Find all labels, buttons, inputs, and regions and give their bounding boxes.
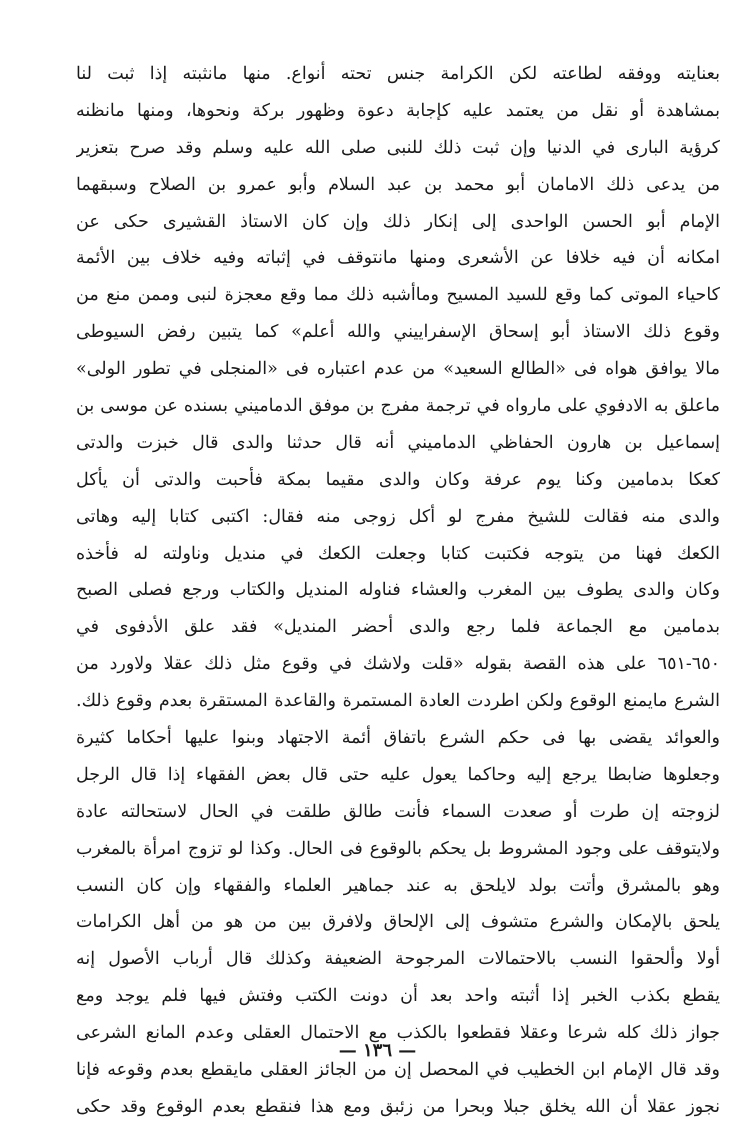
text-line: كعكا بدمامين وكنا يوم عرفة وكان والدى مقيما بمكة فأحبت والدتى أن يأكل (76, 469, 720, 490)
text-line: وقد قال الإمام ابن الخطيب في المحصل إن من الجائز العقلى مايقطع بعدم وقوعه فإنا (76, 1060, 720, 1081)
text-line: إسماعيل بن هارون الحفاظي الدماميني أنه قال حدثنا والدى قال خبزت والدتى (76, 432, 720, 453)
text-line: وقوع ذلك الاستاذ أبو إسحاق الإسفراييني والله أعلم» كما يتبين رفض السيوطى (76, 322, 720, 343)
text-line: نجوز عقلا أن الله يخلق جبلا وبحرا من زئبق ومع هذا فنقطع بعدم الوقوع وقد حكى (76, 1096, 720, 1117)
text-line: بمشاهدة أو نقل من يعتمد عليه كإجابة دعوة وظهور بركة ونحوها، ومنها مانظنه (76, 100, 720, 121)
text-line: بعنايته ووفقه لطاعته لكن الكرامة جنس تحته أنواع. منها مانثبته إذا ثبت لنا (76, 64, 720, 84)
text-line: لزوجته إن طرت أو صعدت السماء فأنت طالق طلقت في الحال لاستحالته عادة (76, 801, 720, 822)
page-number: — ١٣٦ — (338, 1040, 417, 1061)
text-line: جواز ذلك كله شرعا وعقلا فقطعوا بالكذب مع الاحتمال العقلى وعدم المانع الشرعى (76, 1023, 720, 1044)
text-line: يلحق بالإمكان والشرع متشوف إلى الإلحاق ولافرق بين من هو من أهل الكرامات (76, 912, 720, 933)
text-line: ولايتوقف على وجود المشروط بل يحكم بالوقوع فى الحال. وكذا لو تزوج امرأة بالمغرب (76, 838, 720, 859)
text-line: والدى منه فقالت للشيخ مفرج لو أكل زوجى منه فقال: اكتبى كتابا إليه وهاتى (76, 506, 720, 527)
text-line: يقطع بكذب الخبر إذا أثبته واحد بعد أن دونت الكتب وفتش فيها فلم يوجد ومع (76, 986, 720, 1007)
text-line: بدمامين مع الجماعة فلما رجع والدى أحضر المنديل» فقد علق الأدفوى في (76, 617, 720, 638)
body-text (76, 56, 720, 1126)
text-line: من يدعى ذلك الامامان أبو محمد بن عبد السلام وأبو عمرو بن الصلاح وسبقهما (76, 174, 720, 195)
text-line: امكانه أن فيه خلافا عن الأشعرى ومنها مانتوقف في إثباته وفيه خلاف بين الأئمة (76, 248, 720, 269)
text-line: وجعلوها ضابطا يرجع إليه وحاكما يعول عليه حتى قال بعض الفقهاء إذا قال الرجل (76, 764, 720, 785)
text-line: الكعك فهنا من يتوجه فكتبت كتابا وجعلت الكعك في منديل وناولته له فأخذه (76, 543, 720, 564)
text-line: ٦٥٠-٦٥١ على هذه القصة بقوله «قلت ولاشك في وقوع مثل ذلك عقلا ولاورد من (76, 654, 720, 675)
text-line: مالا يوافق هواه فى «الطالع السعيد» من عدم اعتباره فى «المنجلى في تطور الولى» (76, 359, 720, 380)
text-line: الإمام أبو الحسن الواحدى إلى إنكار ذلك وإن كان الاستاذ القشيرى حكى عن (76, 211, 720, 232)
text-line: الشرع مايمنع الوقوع ولكن اطردت العادة المستمرة والقاعدة المستقرة بعدم وقوع ذلك. (76, 691, 720, 712)
text-line: ماعلق به الادفوي على مارواه في ترجمة مفرج بن موفق الدماميني بسنده عن موسى بن (76, 396, 720, 417)
text-line: وهو بالمشرق وأتت بولد لايلحق به عند جماهير العلماء والفقهاء وإن كان النسب (76, 875, 720, 896)
text-line: والعوائد يقضى بها فى حكم الشرع باتفاق أئمة الاجتهاد وبنوا عليها أحكاما كثيرة (76, 728, 720, 749)
text-line: كرؤية البارى في الدنيا وإن ثبت ذلك للنبى صلى الله عليه وسلم وقد صرح بتعزير (76, 137, 720, 158)
text-line: أولا وألحقوا النسب بالاحتمالات المرجوحة الضعيفة وكذلك قال أرباب الأصول إنه (76, 949, 720, 970)
text-line: كاحياء الموتى كما وقع للسيد المسيح وماأشبه ذلك مما وقع معجزة لنبى وممن منع من (76, 285, 720, 306)
text-line: وكان والدى يطوف بين المغرب والعشاء فناوله المنديل والكتاب ورجع فصلى الصبح (76, 580, 720, 601)
